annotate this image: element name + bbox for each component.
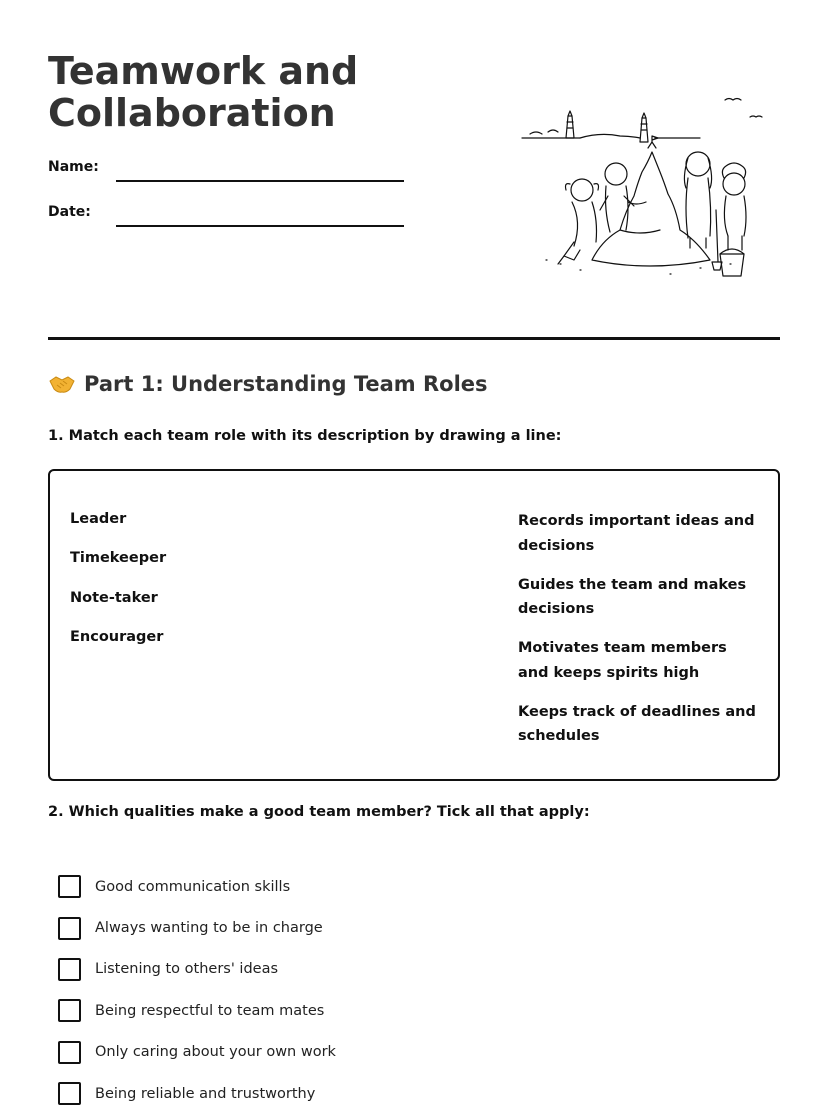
checklist-label: Being reliable and trustworthy [95, 1085, 316, 1102]
checkbox[interactable] [58, 999, 81, 1022]
date-label: Date: [48, 204, 91, 220]
date-field[interactable] [48, 202, 408, 234]
part1-heading-text: Part 1: Understanding Team Roles [84, 372, 488, 396]
description-item[interactable]: Motivates team members and keeps spirits high [518, 640, 727, 681]
role-item[interactable]: Encourager [70, 628, 164, 645]
description-item[interactable]: Guides the team and makes decisions [518, 576, 747, 618]
question-1: 1. Match each team role with its description by drawing a line: [48, 428, 562, 444]
worksheet-title: Teamwork and Collaboration [48, 49, 359, 135]
checklist-item[interactable] [58, 949, 336, 990]
checklist-item[interactable] [58, 866, 336, 907]
checklist-label: Only caring about your own work [95, 1044, 336, 1061]
checklist-label: Being respectful to team mates [95, 1002, 325, 1019]
qualities-checklist [58, 866, 336, 1114]
checklist-label: Good communication skills [95, 878, 291, 895]
checklist-item[interactable] [58, 990, 336, 1031]
section-divider [48, 337, 780, 340]
part1-heading [48, 372, 488, 396]
checklist-item[interactable] [58, 1073, 336, 1114]
date-line[interactable] [116, 225, 404, 227]
role-item[interactable]: Leader [70, 511, 127, 527]
checkbox[interactable] [58, 1041, 81, 1064]
checklist-label: Listening to others' ideas [95, 961, 279, 978]
worksheet-header [48, 0, 780, 338]
name-line[interactable] [116, 180, 404, 182]
roles-list [70, 509, 166, 666]
checkbox[interactable] [58, 958, 81, 981]
descriptions-list [518, 509, 758, 763]
checklist-item[interactable] [58, 907, 336, 948]
matching-box [48, 469, 780, 781]
handshake-icon [48, 373, 76, 395]
question-2: 2. Which qualities make a good team member? Tick all that apply: [48, 804, 590, 820]
description-item[interactable]: Records important ideas and decisions [518, 513, 755, 554]
checklist-label: Always wanting to be in charge [95, 920, 323, 937]
checkbox[interactable] [58, 1082, 81, 1105]
role-item[interactable]: Note-taker [70, 589, 158, 606]
name-label: Name: [48, 159, 99, 175]
name-field[interactable] [48, 157, 408, 189]
role-item[interactable]: Timekeeper [70, 550, 167, 567]
checkbox[interactable] [58, 875, 81, 898]
sandcastle-illustration [520, 92, 780, 282]
description-item[interactable]: Keeps track of deadlines and schedules [518, 703, 756, 745]
checklist-item[interactable] [58, 1032, 336, 1073]
checkbox[interactable] [58, 917, 81, 940]
